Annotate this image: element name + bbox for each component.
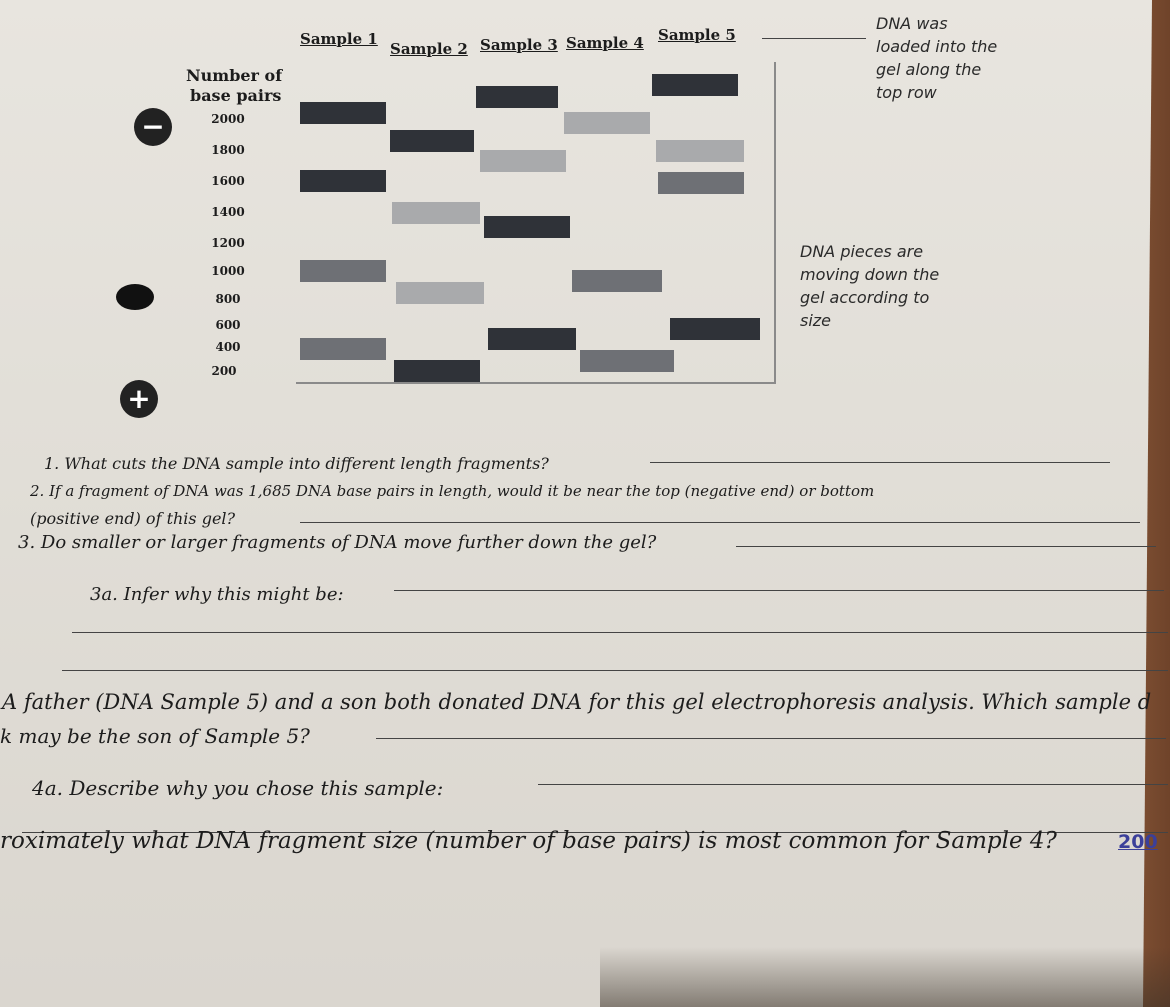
question-2-line2: (positive end) of this gel? [30, 509, 236, 528]
tick-label: 2000 [211, 112, 245, 126]
note-line: gel along the [876, 60, 982, 79]
question-5-answer: 200 [1118, 831, 1158, 853]
tick-label: 1200 [211, 236, 245, 250]
answer-line-2[interactable] [300, 522, 1140, 523]
gel-band [656, 140, 744, 162]
gel-band [390, 130, 474, 152]
gel-band [488, 328, 576, 350]
answer-line-4a[interactable] [538, 784, 1168, 785]
question-2-line1: 2. If a fragment of DNA was 1,685 DNA base pairs in length, would it be near the top (negative end) or bottom [30, 482, 875, 500]
gel-band [392, 202, 480, 224]
axis-title-line2: base pairs [190, 86, 282, 105]
note-line: top row [876, 83, 937, 102]
photo-shadow [600, 947, 1170, 1007]
fragment-dot-icon [116, 284, 154, 310]
gel-band [480, 150, 566, 172]
negative-electrode-icon: − [134, 108, 172, 146]
gel-band [300, 170, 386, 192]
answer-line-3a-extra-2[interactable] [62, 670, 1168, 671]
answer-line-3a[interactable] [394, 590, 1164, 591]
note-line: DNA pieces are [800, 242, 924, 261]
question-4a: 4a. Describe why you chose this sample: [32, 776, 444, 800]
gel-band [572, 270, 662, 292]
tick-label: 1400 [211, 205, 245, 219]
tick-label: 200 [211, 364, 237, 378]
sample-5-header: Sample 5 [658, 26, 736, 44]
gel-band [580, 350, 674, 372]
question-3: 3. Do smaller or larger fragments of DNA move further down the gel? [18, 532, 657, 553]
answer-line-3[interactable] [736, 546, 1156, 547]
gel-band [652, 74, 738, 96]
gel-band [300, 338, 386, 360]
note-line: loaded into the [876, 37, 998, 56]
gel-band [396, 282, 484, 304]
note-line: DNA was [876, 14, 948, 33]
tick-label: 600 [215, 318, 241, 332]
gel-band [300, 102, 386, 124]
question-3a: 3a. Infer why this might be: [90, 584, 344, 605]
gel-band [564, 112, 650, 134]
gel-band [300, 260, 386, 282]
answer-line-1[interactable] [650, 462, 1110, 463]
gel-band [484, 216, 570, 238]
tick-label: 1800 [211, 143, 245, 157]
tick-label: 400 [215, 340, 241, 354]
note-line: moving down the [800, 265, 940, 284]
gel-diagram [296, 62, 776, 384]
axis-title-line1: Number of [186, 66, 283, 85]
note-moving-down [800, 240, 939, 332]
gel-band [394, 360, 480, 382]
question-1: 1. What cuts the DNA sample into different length fragments? [44, 454, 549, 473]
tick-label: 800 [215, 292, 241, 306]
sample-2-header: Sample 2 [390, 40, 468, 58]
question-5: roximately what DNA fragment size (number of base pairs) is most common for Sample 4? [0, 828, 1057, 854]
tick-label: 1600 [211, 174, 245, 188]
gel-band [670, 318, 760, 340]
note-loaded-top [876, 12, 997, 104]
answer-line-4[interactable] [376, 738, 1166, 739]
question-4-line1: A father (DNA Sample 5) and a son both donated DNA for this gel electrophoresis analysis. Which sample d [2, 690, 1152, 714]
header-underline [762, 38, 866, 39]
sample-4-header: Sample 4 [566, 34, 644, 52]
note-line: size [800, 311, 832, 330]
sample-3-header: Sample 3 [480, 36, 558, 54]
question-4-line2: k may be the son of Sample 5? [0, 724, 310, 748]
note-line: gel according to [800, 288, 930, 307]
gel-band [476, 86, 558, 108]
answer-line-3a-extra[interactable] [72, 632, 1168, 633]
tick-label: 1000 [211, 264, 245, 278]
gel-band [658, 172, 744, 194]
sample-1-header: Sample 1 [300, 30, 378, 48]
positive-electrode-icon: + [120, 380, 158, 418]
